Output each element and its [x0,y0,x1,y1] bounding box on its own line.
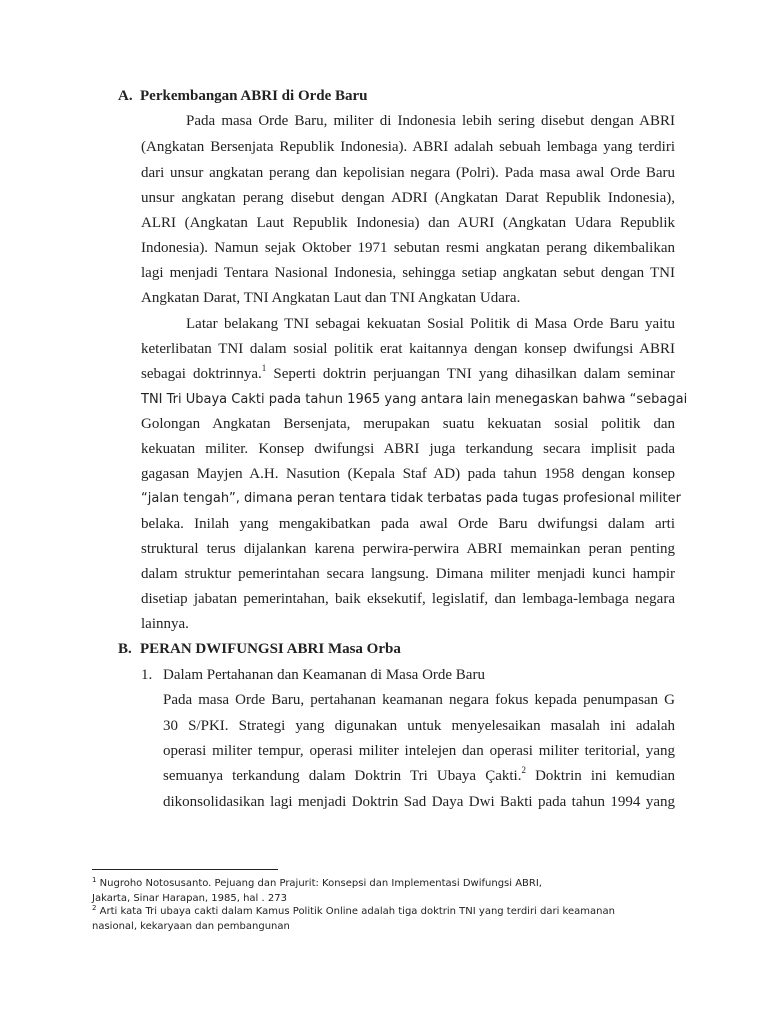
footnote-ref-2[interactable]: 2 [521,765,526,775]
footnote-1-cont: Jakarta, Sinar Harapan, 1985, hal . 273 [92,893,287,904]
para-b1-line4-rest: Doktrin ini kemudian [525,768,675,784]
list-item-1-number: 1. [141,667,153,683]
para-b1-line: Pada masa Orde Baru, pertahanan keamanan negara fokus kepada penumpasan G [163,692,675,708]
para-b1-line: operasi militer tempur, operasi militer intelejen dan operasi militer teritorial, yang [163,743,675,759]
para-b1-line: 30 S/PKI. Strategi yang digunakan untuk menyelesaikan masalah ini adalah [163,718,675,734]
footnote-2 [92,906,692,917]
section-b-heading [118,641,401,658]
para-a2-line [141,363,675,383]
para-a1-line: (Angkatan Bersenjata Republik Indonesia). ABRI adalah sebuah lembaga yang terdiri [141,139,675,155]
para-a2-line: Latar belakang TNI sebagai kekuatan Sosial Politik di Masa Orde Baru yaitu [186,316,675,332]
list-item-1 [141,667,485,684]
para-a2-line3-rest: Seperti doktrin perjuangan TNI yang dihasilkan dalam seminar [266,366,675,382]
para-a2-line: disetiap jabatan pemerintahan, baik eksekutif, legislatif, dan lembaga-lembaga negara [141,591,675,607]
footnote-2-mark: 2 [92,904,97,912]
section-a-heading [118,88,368,105]
footnote-1 [92,878,692,889]
list-item-1-title: Dalam Pertahanan dan Keamanan di Masa Orde Baru [163,667,485,683]
para-a1-line: Indonesia). Namun sejak Oktober 1971 sebutan resmi angkatan perang dikembalikan [141,240,675,256]
para-a2-line: TNI Tri Ubaya Cakti pada tahun 1965 yang antara lain menegaskan bahwa “sebagai [141,392,688,407]
para-a2-line: gagasan Mayjen A.H. Nasution (Kepala Staf AD) pada tahun 1958 dengan konsep [141,466,675,482]
footnote-1-text: Nugroho Notosusanto. Pejuang dan Prajurit: Konsepsi dan Implementasi Dwifungsi ABRI, [96,878,542,889]
section-b-title: PERAN DWIFUNGSI ABRI Masa Orba [140,641,401,657]
section-b-letter: B. [118,641,132,657]
para-a1-line: dari unsur angkatan perang dan kepolisian negara (Polri). Pada masa awal Orde Baru [141,165,675,181]
section-a-letter: A. [118,88,133,104]
para-a1-line: unsur angkatan perang disebut dengan ADRI (Angkatan Darat Republik Indonesia), [141,190,675,206]
para-a2-line: kekuatan militer. Konsep dwifungsi ABRI juga terkandung secara implisit pada [141,441,675,457]
para-a2-line: “jalan tengah”, dimana peran tentara tidak terbatas pada tugas profesional militer [141,491,681,506]
para-a1-line: Angkatan Darat, TNI Angkatan Laut dan TNI Angkatan Udara. [141,290,521,306]
para-b1-line: dikonsolidasikan lagi menjadi Doktrin Sad Daya Dwi Bakti pada tahun 1994 yang [163,794,675,810]
footnote-separator [92,869,278,870]
para-a2-line3-text: sebagai doktrinnya. [141,366,262,382]
para-a2-line: dalam struktur pemerintahan secara langsung. Dimana militer menjadi kunci hampir [141,566,675,582]
para-b1-line4-text: semuanya terkandung dalam Doktrin Tri Ubaya Çakti. [163,768,522,784]
footnote-2-cont: nasional, kekaryaan dan pembangunan [92,921,290,932]
para-b1-line [163,765,675,785]
para-a1-line: Pada masa Orde Baru, militer di Indonesia lebih sering disebut dengan ABRI [186,113,675,129]
para-a2-line: keterlibatan TNI dalam sosial politik erat kaitannya dengan konsep dwifungsi ABRI [141,341,675,357]
section-a-title: Perkembangan ABRI di Orde Baru [140,88,368,104]
footnote-2-text: Arti kata Tri ubaya cakti dalam Kamus Politik Online adalah tiga doktrin TNI yang terdiri dari keamanan [96,906,615,917]
footnote-1-mark: 1 [92,876,97,884]
para-a1-line: lagi menjadi Tentara Nasional Indonesia, sehingga setiap angkatan sebut dengan TNI [141,265,675,281]
para-a2-line: struktural terus dijalankan karena perwira-perwira ABRI memainkan peran penting [141,541,675,557]
para-a2-line: belaka. Inilah yang mengakibatkan pada awal Orde Baru dwifungsi dalam arti [141,516,675,532]
para-a2-line: Golongan Angkatan Bersenjata, merupakan suatu kekuatan sosial politik dan [141,416,675,432]
para-a2-line: lainnya. [141,616,189,632]
para-a1-line: ALRI (Angkatan Laut Republik Indonesia) dan AURI (Angkatan Udara Republik [141,215,675,231]
footnote-ref-1[interactable]: 1 [261,363,267,373]
